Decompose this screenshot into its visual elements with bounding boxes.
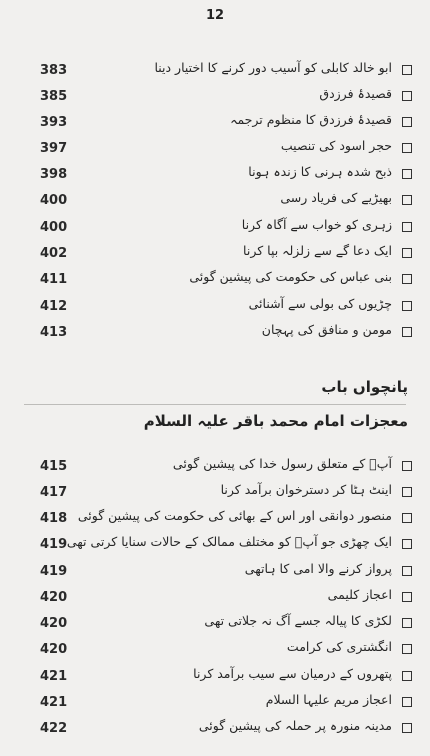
toc-page-number: 419: [40, 564, 68, 579]
checkbox-icon: [402, 487, 412, 497]
toc-row: [0, 534, 430, 556]
toc-entry-title: چڑیوں کی بولی سے آشنائی: [248, 296, 392, 311]
toc-row: [0, 666, 430, 688]
toc-entry-title: لکڑی کا پیالہ جسے آگ نہ جلاتی تھی: [204, 613, 392, 628]
toc-row: [0, 322, 430, 344]
toc-row: [0, 138, 430, 160]
checkbox-icon: [402, 461, 412, 471]
toc-row: [0, 718, 430, 740]
checkbox-icon: [402, 169, 412, 179]
toc-page-number: 383: [40, 63, 68, 78]
checkbox-icon: [402, 697, 412, 707]
toc-page-number: 421: [40, 695, 68, 710]
checkbox-icon: [402, 301, 412, 311]
checkbox-icon: [402, 65, 412, 75]
checkbox-icon: [402, 327, 412, 337]
toc-page-number: 421: [40, 669, 68, 684]
toc-entry-title: بنی عباس کی حکومت کی پیشین گوئی: [189, 269, 392, 284]
toc-row: [0, 217, 430, 239]
toc-row: [0, 190, 430, 212]
toc-page-number: 420: [40, 590, 68, 605]
toc-page-number: 417: [40, 485, 68, 500]
chapter-subtitle: معجزات امام محمد باقر علیہ السلام: [143, 412, 408, 430]
checkbox-icon: [402, 143, 412, 153]
toc-row: [0, 482, 430, 504]
toc-entry-title: اعجاز کلیمی: [327, 587, 392, 602]
toc-page-number: 422: [40, 721, 68, 736]
checkbox-icon: [402, 592, 412, 602]
toc-page-number: 411: [40, 272, 68, 287]
checkbox-icon: [402, 513, 412, 523]
toc-row: [0, 692, 430, 714]
checkbox-icon: [402, 618, 412, 628]
toc-page-number: 402: [40, 246, 68, 261]
toc-entry-title: حجر اسود کی تنصیب: [280, 138, 392, 153]
toc-entry-title: پرواز کرنے والا امی کا ہاتھی: [244, 561, 392, 576]
toc-entry-title: منصور دوانقی اور اس کے بھائی کی حکومت کی پیشین گوئی: [77, 508, 392, 523]
toc-row: [0, 164, 430, 186]
toc-entry-title: ابو خالد کابلی کو آسیب دور کرنے کا اختیار دینا: [154, 60, 392, 75]
toc-page-number: 385: [40, 89, 68, 104]
toc-page-number: 420: [40, 616, 68, 631]
toc-row: [0, 613, 430, 635]
toc-row: [0, 508, 430, 530]
toc-page-number: 415: [40, 459, 68, 474]
chapter-title: پانچواں باب: [321, 378, 408, 396]
toc-page-number: 418: [40, 511, 68, 526]
toc-entry-title: اینٹ ہٹا کر دسترخوان برآمد کرنا: [220, 482, 392, 497]
toc-row: [0, 561, 430, 583]
checkbox-icon: [402, 274, 412, 284]
toc-page-number: 398: [40, 167, 68, 182]
page-number: 12: [205, 8, 225, 23]
toc-page-number: 397: [40, 141, 68, 156]
toc-page-number: 413: [40, 325, 68, 340]
toc-entry-title: پتھروں کے درمیان سے سیب برآمد کرنا: [193, 666, 392, 681]
checkbox-icon: [402, 539, 412, 549]
toc-entry-title: مومن و منافق کی پہچان: [261, 322, 392, 337]
toc-row: [0, 639, 430, 661]
toc-entry-title: بھیڑیے کی فریاد رسی: [280, 190, 392, 205]
checkbox-icon: [402, 195, 412, 205]
divider: [24, 404, 406, 405]
toc-row: [0, 296, 430, 318]
checkbox-icon: [402, 671, 412, 681]
toc-row: [0, 269, 430, 291]
toc-row: [0, 456, 430, 478]
toc-entry-title: ذبح شدہ ہرنی کا زندہ ہونا: [248, 164, 392, 179]
toc-row: [0, 86, 430, 108]
toc-row: [0, 60, 430, 82]
toc-page-number: 420: [40, 642, 68, 657]
toc-page-number: 412: [40, 299, 68, 314]
toc-row: [0, 587, 430, 609]
toc-page-number: 393: [40, 115, 68, 130]
checkbox-icon: [402, 222, 412, 232]
toc-page-number: 400: [40, 193, 68, 208]
toc-entry-title: قصیدۂ فرزدق کا منظوم ترجمہ: [230, 112, 392, 127]
toc-entry-title: انگشتری کی کرامت: [286, 639, 392, 654]
checkbox-icon: [402, 723, 412, 733]
toc-row: [0, 243, 430, 265]
checkbox-icon: [402, 566, 412, 576]
checkbox-icon: [402, 117, 412, 127]
toc-entry-title: مدینہ منورہ پر حملہ کی پیشین گوئی: [198, 718, 392, 733]
checkbox-icon: [402, 91, 412, 101]
checkbox-icon: [402, 248, 412, 258]
toc-row: [0, 112, 430, 134]
toc-page-number: 400: [40, 220, 68, 235]
toc-entry-title: آپؑ کے متعلق رسول خدا کی پیشین گوئی: [172, 456, 392, 471]
checkbox-icon: [402, 644, 412, 654]
toc-entry-title: زہری کو خواب سے آگاہ کرنا: [241, 217, 392, 232]
toc-entry-title: اعجاز مریم علیہا السلام: [265, 692, 392, 707]
toc-entry-title: ایک دعا گے سے زلزلہ بپا کرنا: [243, 243, 392, 258]
toc-entry-title: ایک چھڑی جو آپؑ کو مختلف ممالک کے حالات سنایا کرتی تھی: [66, 534, 392, 549]
toc-page-number: 419: [40, 537, 68, 552]
toc-entry-title: قصیدۂ فرزدق: [319, 86, 392, 101]
